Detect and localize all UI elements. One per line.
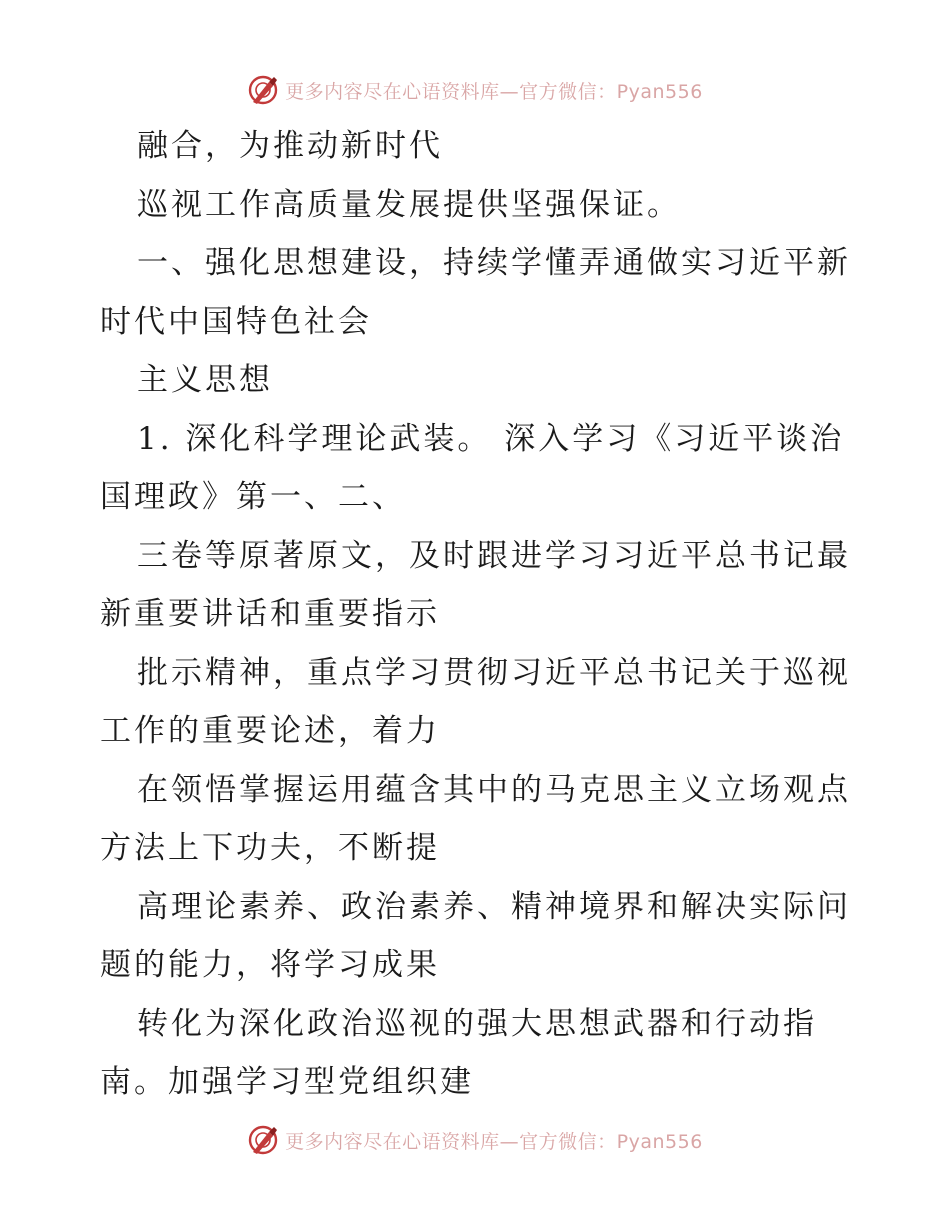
body-line: 工作的重要论述，着力 — [100, 713, 440, 749]
body-line: 批示精神，重点学习贯彻习近平总书记关于巡视 — [137, 654, 851, 691]
body-line: 巡视工作高质量发展提供坚强保证。 — [137, 186, 681, 223]
body-line: 国理政》第一、二、 — [100, 479, 406, 515]
body-line: 主义思想 — [137, 362, 273, 398]
body-line: 在领悟掌握运用蕴含其中的马克思主义立场观点 — [137, 771, 851, 808]
body-line: 南。加强学习型党组织建 — [100, 1064, 474, 1100]
body-line: 融合，为推动新时代 — [137, 128, 443, 164]
body-line: 转化为深化政治巡视的强大思想武器和行动指 — [137, 1005, 817, 1042]
body-line: 三卷等原著原文，及时跟进学习习近平总书记最 — [137, 537, 851, 574]
header-banner-text: 更多内容尽在心语资料库—官方微信：Pyan556 — [285, 80, 703, 103]
body-line: 高理论素养、政治素养、精神境界和解决实际问 — [137, 888, 851, 925]
body-line: 题的能力，将学习成果 — [100, 947, 440, 983]
body-line: 新重要讲话和重要指示 — [100, 596, 440, 632]
footer-banner — [0, 1120, 950, 1160]
footer-banner-text: 更多内容尽在心语资料库—官方微信：Pyan556 — [285, 1130, 703, 1153]
body-line: 1. 深化科学理论武装。 深入学习《习近平谈治 — [137, 420, 845, 457]
pen-logo-icon — [247, 74, 279, 106]
pen-logo-icon — [247, 1124, 279, 1156]
header-banner — [0, 70, 950, 110]
document-body — [100, 117, 860, 1112]
body-line: 一、强化思想建设，持续学懂弄通做实习近平新 — [137, 245, 851, 281]
body-line: 时代中国特色社会 — [100, 303, 372, 340]
body-line: 方法上下功夫，不断提 — [100, 830, 440, 866]
